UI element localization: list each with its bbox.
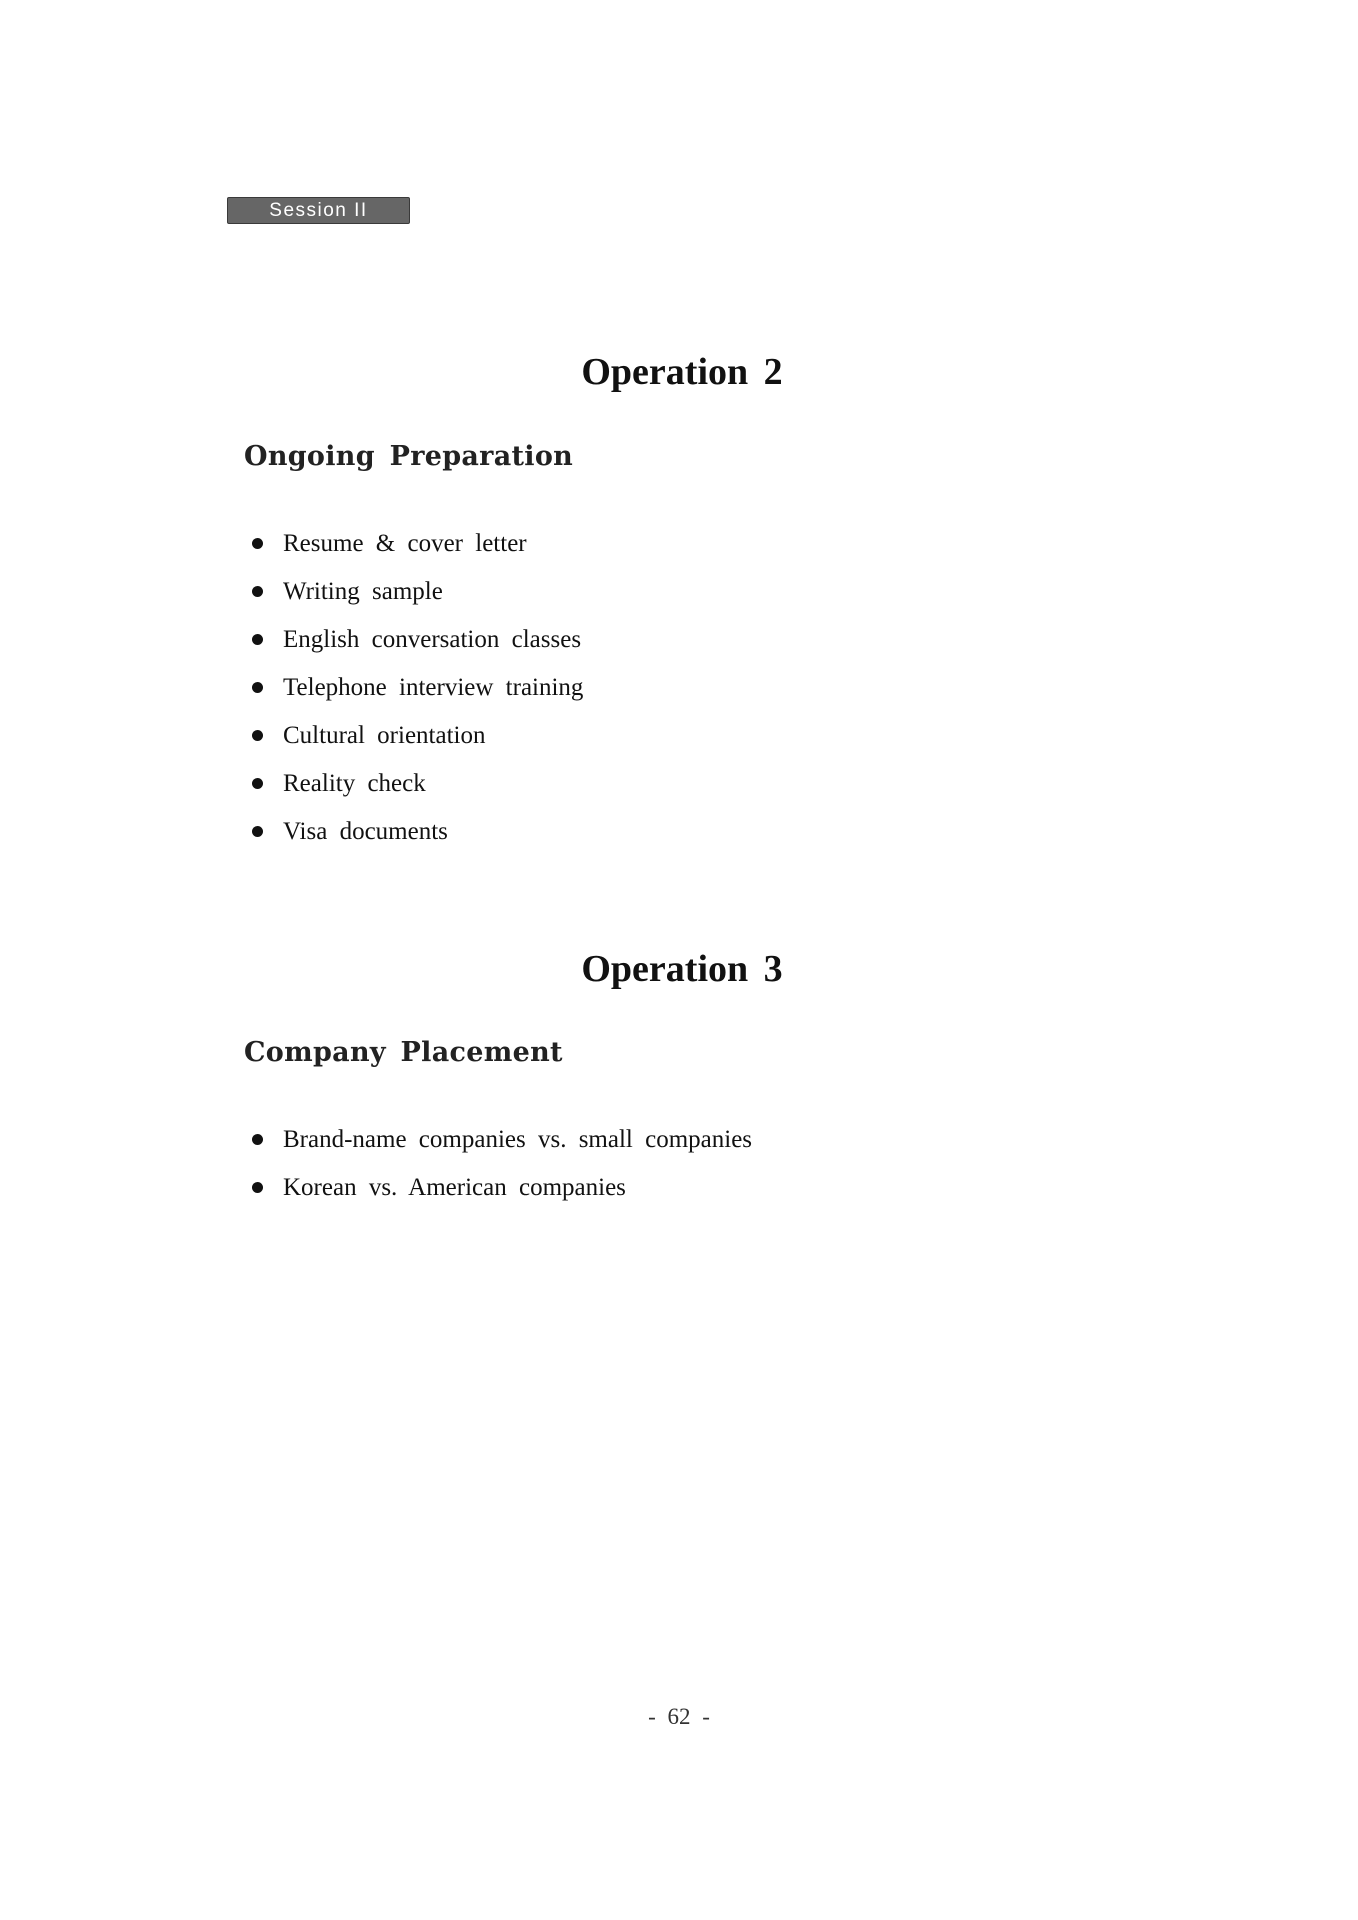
- list-item: [252, 664, 583, 712]
- list-item: [252, 568, 583, 616]
- bullet-icon: [252, 682, 263, 693]
- list-item-text: Writing sample: [283, 578, 443, 605]
- list-item-text: Resume & cover letter: [283, 530, 527, 557]
- list-item-text: Korean vs. American companies: [283, 1174, 626, 1201]
- session-label-tab: Session II: [227, 197, 410, 224]
- bullet-icon: [252, 778, 263, 789]
- bullet-icon: [252, 826, 263, 837]
- list-item: [252, 808, 583, 856]
- list-item: [252, 520, 583, 568]
- list-item: [252, 1164, 752, 1212]
- list-item-text: Reality check: [283, 770, 426, 797]
- list-item-text: Visa documents: [283, 818, 448, 845]
- operation-3-list: [252, 1116, 752, 1212]
- list-item: [252, 1116, 752, 1164]
- operation-2-subtitle: Ongoing Preparation: [244, 441, 574, 472]
- list-item: [252, 712, 583, 760]
- page-number: - 62 -: [648, 1704, 710, 1729]
- bullet-icon: [252, 1134, 263, 1145]
- bullet-icon: [252, 538, 263, 549]
- list-item-text: Telephone interview training: [283, 674, 584, 701]
- operation-3-title: Operation 3: [581, 948, 783, 990]
- list-item-text: Cultural orientation: [283, 722, 486, 749]
- operation-2-title: Operation 2: [581, 351, 783, 393]
- bullet-icon: [252, 1182, 263, 1193]
- list-item: [252, 616, 583, 664]
- bullet-icon: [252, 634, 263, 645]
- list-item-text: Brand-name companies vs. small companies: [283, 1126, 753, 1153]
- list-item-text: English conversation classes: [283, 626, 582, 653]
- operation-2-list: [252, 520, 583, 856]
- bullet-icon: [252, 730, 263, 741]
- bullet-icon: [252, 586, 263, 597]
- operation-3-subtitle: Company Placement: [244, 1037, 563, 1068]
- list-item: [252, 760, 583, 808]
